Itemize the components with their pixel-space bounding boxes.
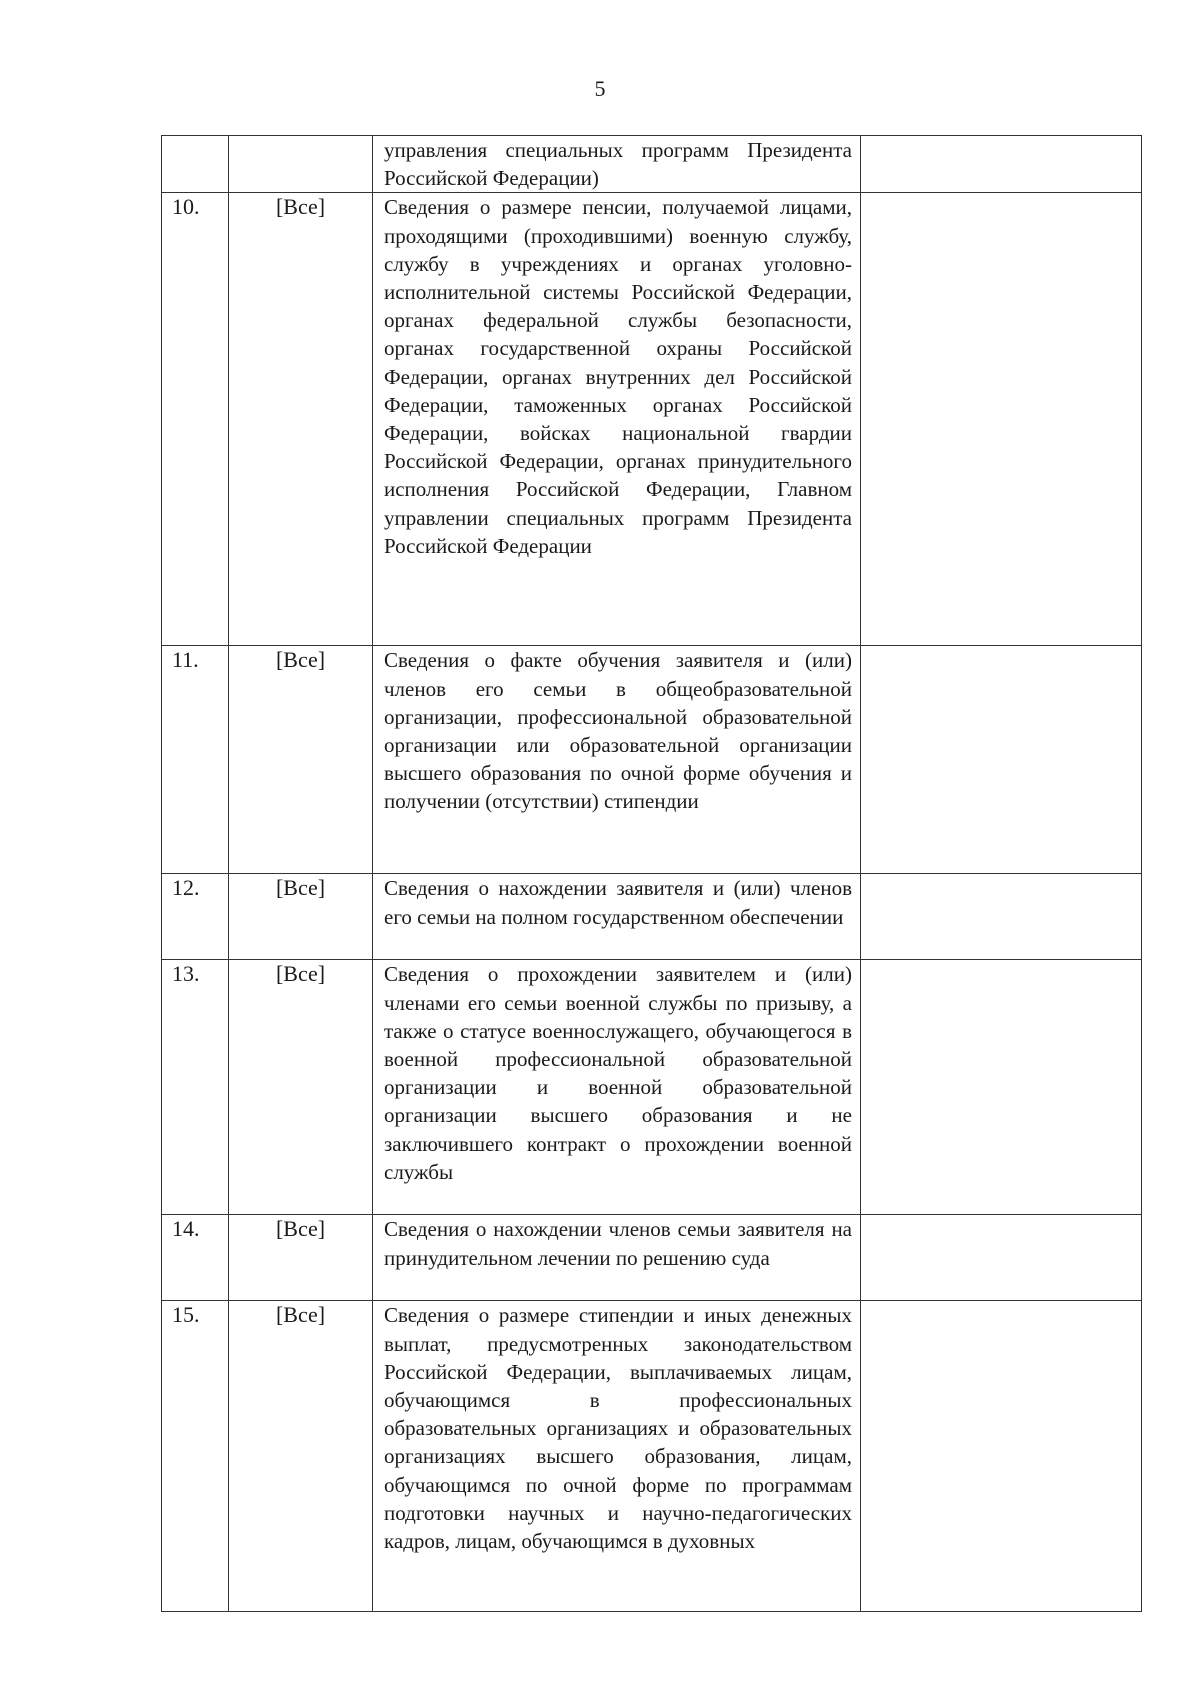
empty-cell bbox=[861, 1301, 1142, 1612]
applicant-category-cell bbox=[229, 136, 373, 193]
empty-cell bbox=[861, 646, 1142, 874]
applicant-category-cell: [Все] bbox=[229, 874, 373, 960]
description-text: Сведения о нахождении членов семьи заявителя на принудительном лечении по решению суда bbox=[384, 1217, 852, 1270]
description-cell bbox=[373, 1215, 861, 1301]
row-number-cell: 14. bbox=[162, 1215, 229, 1301]
description-text: Сведения о нахождении заявителя и (или) членов его семьи на полном государственном обеспечении bbox=[384, 876, 852, 929]
description-text: Сведения о размере пенсии, получаемой лицами, проходящими (проходившими) военную службу, службу в учреждениях и органах уголовно-исполнительной системы Российской Федерации, органах федеральной службы безопасности, органах государственной охраны Российской Федерации, органах внутренних дел Российской Федерации, таможенных органах Российской Федерации, войсках национальной гвардии Российской Федерации, органах принудительного исполнения Российской Федерации, Главном управлении специальных программ Президента Российской Федерации bbox=[384, 195, 852, 558]
table-row bbox=[162, 136, 1142, 193]
description-cell bbox=[373, 193, 861, 646]
services-table bbox=[161, 135, 1142, 1612]
empty-cell bbox=[861, 1215, 1142, 1301]
applicant-category-cell: [Все] bbox=[229, 1301, 373, 1612]
empty-cell bbox=[861, 874, 1142, 960]
row-number-cell: 13. bbox=[162, 960, 229, 1215]
table-row bbox=[162, 960, 1142, 1215]
empty-cell bbox=[861, 193, 1142, 646]
description-cell bbox=[373, 1301, 861, 1612]
row-number-cell: 10. bbox=[162, 193, 229, 646]
empty-cell bbox=[861, 136, 1142, 193]
applicant-category-cell: [Все] bbox=[229, 960, 373, 1215]
description-cell bbox=[373, 136, 861, 193]
row-number-cell bbox=[162, 136, 229, 193]
table-row bbox=[162, 1301, 1142, 1612]
empty-cell bbox=[861, 960, 1142, 1215]
page-number: 5 bbox=[594, 76, 606, 101]
description-text: Сведения о прохождении заявителем и (или) членами его семьи военной службы по призыву, а также о статусе военнослужащего, обучающегося в военной профессиональной образовательной организации и военной образовательной организации высшего образования и не заключившего контракт о прохождении военной службы bbox=[384, 962, 852, 1184]
applicant-category-cell: [Все] bbox=[229, 646, 373, 874]
description-cell bbox=[373, 960, 861, 1215]
table-row bbox=[162, 1215, 1142, 1301]
table-row bbox=[162, 646, 1142, 874]
row-number-cell: 11. bbox=[162, 646, 229, 874]
row-number-cell: 12. bbox=[162, 874, 229, 960]
row-number-cell: 15. bbox=[162, 1301, 229, 1612]
applicant-category-cell: [Все] bbox=[229, 193, 373, 646]
table-row bbox=[162, 193, 1142, 646]
applicant-category-cell: [Все] bbox=[229, 1215, 373, 1301]
description-text: Сведения о факте обучения заявителя и (или) членов его семьи в общеобразовательной организации, профессиональной образовательной организации или образовательной организации высшего образования по очной форме обучения и получении (отсутствии) стипендии bbox=[384, 648, 852, 814]
description-text: управления специальных программ Президента Российской Федерации) bbox=[384, 138, 852, 191]
table-row bbox=[162, 874, 1142, 960]
description-cell bbox=[373, 646, 861, 874]
description-text: Сведения о размере стипендии и иных денежных выплат, предусмотренных законодательством Российской Федерации, выплачиваемых лицам, обучающимся в профессиональных образовательных организациях и образовательных организациях высшего образования, лицам, обучающимся по очной форме по программам подготовки научных и научно-педагогических кадров, лицам, обучающимся в духовных bbox=[384, 1303, 852, 1554]
description-cell bbox=[373, 874, 861, 960]
